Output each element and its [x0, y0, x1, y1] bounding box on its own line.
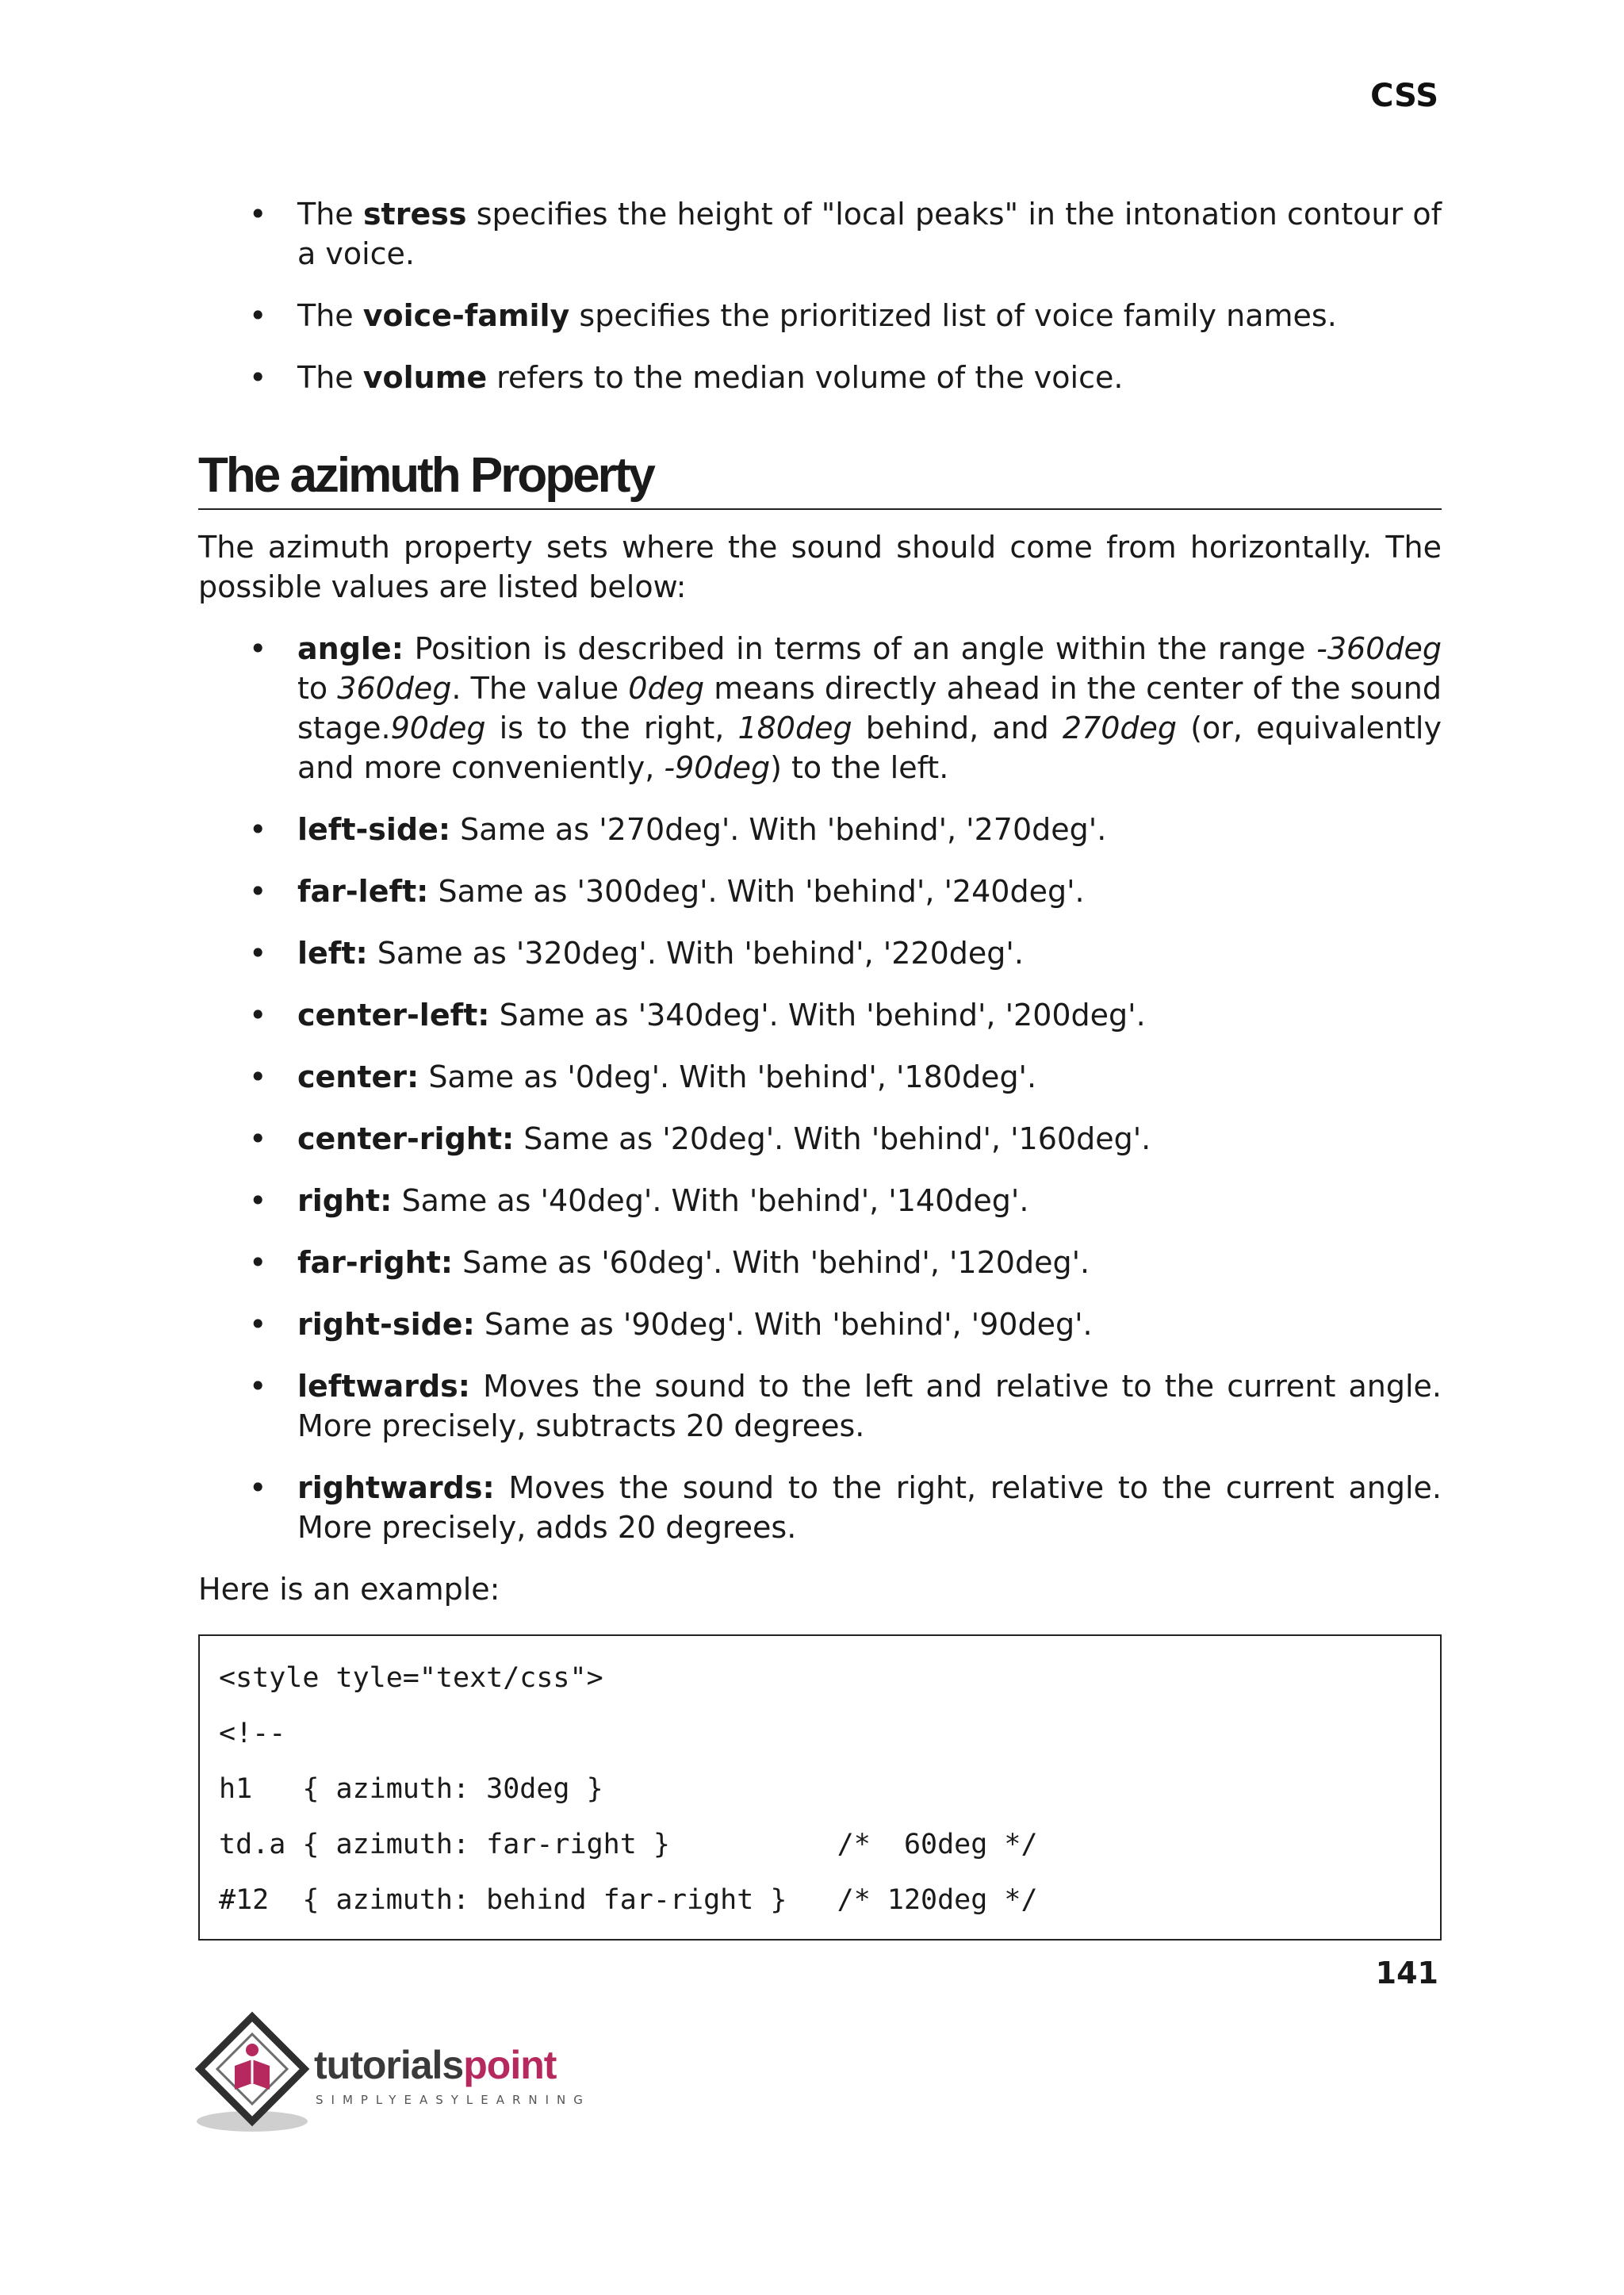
list-item: • center: Same as '0deg'. With 'behind', '180deg'.: [198, 1057, 1442, 1097]
list-item: • leftwards: Moves the sound to the left and relative to the current angle. More precisely, subtracts 20 degrees.: [198, 1366, 1442, 1446]
list-item: • The stress specifies the height of "local peaks" in the intonation contour of a voice.: [198, 194, 1442, 274]
term: center:: [297, 1059, 419, 1094]
list-item: • rightwards: Moves the sound to the right, relative to the current angle. More precisely, adds 20 degrees.: [198, 1468, 1442, 1547]
bullet-icon: •: [249, 1307, 267, 1342]
term: right-side:: [297, 1307, 475, 1342]
bullet-icon: •: [249, 1245, 267, 1280]
code-line: td.a { azimuth: far-right } /* 60deg */: [219, 1829, 1038, 1860]
logo-wordmark: tutorialspoint: [314, 2043, 557, 2087]
azimuth-values-list: [198, 629, 1442, 1547]
code-line: <!--: [219, 1718, 286, 1749]
bullet-icon: •: [249, 197, 267, 232]
bullet-icon: •: [249, 1470, 267, 1505]
term: angle:: [297, 631, 404, 666]
list-item: • right-side: Same as '90deg'. With 'behind', '90deg'.: [198, 1305, 1442, 1344]
bullet-icon: •: [249, 1369, 267, 1404]
bullet-icon: •: [249, 631, 267, 666]
bullet-icon: •: [249, 1183, 267, 1218]
list-item: • The volume refers to the median volume of the voice.: [198, 358, 1442, 397]
bullet-icon: •: [249, 998, 267, 1033]
section-heading: The azimuth Property: [198, 450, 1442, 510]
diamond-logo-icon: [195, 2010, 314, 2137]
term: center-right:: [297, 1121, 515, 1156]
bullet-icon: •: [249, 1121, 267, 1156]
list-item: • right: Same as '40deg'. With 'behind', '140deg'.: [198, 1181, 1442, 1220]
list-item: • far-left: Same as '300deg'. With 'behind', '240deg'.: [198, 872, 1442, 911]
list-item: • center-right: Same as '20deg'. With 'behind', '160deg'.: [198, 1119, 1442, 1159]
term: left:: [297, 936, 368, 971]
term: center-left:: [297, 998, 490, 1033]
list-item: • far-right: Same as '60deg'. With 'behind', '120deg'.: [198, 1243, 1442, 1282]
bullet-icon: •: [249, 360, 267, 395]
term: volume: [362, 360, 488, 395]
tutorialspoint-logo: [195, 2010, 607, 2137]
list-item: • left-side: Same as '270deg'. With 'behind', '270deg'.: [198, 810, 1442, 849]
list-item: • center-left: Same as '340deg'. With 'behind', '200deg'.: [198, 995, 1442, 1035]
code-line: h1 { azimuth: 30deg }: [219, 1773, 603, 1805]
page-content: [198, 194, 1442, 1941]
term: far-left:: [297, 874, 429, 909]
code-line: <style tyle="text/css">: [219, 1662, 603, 1694]
bullet-icon: •: [249, 1059, 267, 1094]
list-item: • The voice-family specifies the prioritized list of voice family names.: [198, 296, 1442, 335]
term: leftwards:: [297, 1369, 470, 1404]
term: stress: [362, 197, 467, 232]
bullet-icon: •: [249, 874, 267, 909]
list-item-angle: • angle: Position is described in terms of an angle within the range -360deg to 360deg. The value 0deg means directly ahead in the center of the sound stage.90deg is to the right, 180deg behind, and 270deg (or, equivalently and more conveniently, -90deg) to the left.: [198, 629, 1442, 787]
term: far-right:: [297, 1245, 454, 1280]
section-intro: The azimuth property sets where the sound should come from horizontally. The possible values are listed below:: [198, 530, 1442, 604]
code-block: [198, 1634, 1442, 1941]
term: voice-family: [362, 298, 570, 333]
logo-tagline: SIMPLYEASYLEARNING: [316, 2093, 591, 2107]
term: left-side:: [297, 812, 451, 847]
example-label: Here is an example:: [198, 1572, 500, 1607]
running-header: CSS: [1370, 78, 1438, 114]
term: right:: [297, 1183, 393, 1218]
list-item: • left: Same as '320deg'. With 'behind', '220deg'.: [198, 933, 1442, 973]
bullet-icon: •: [249, 936, 267, 971]
bullet-icon: •: [249, 812, 267, 847]
term: rightwards:: [297, 1470, 495, 1505]
code-line: #12 { azimuth: behind far-right } /* 120deg */: [219, 1884, 1038, 1916]
voice-properties-list: [198, 194, 1442, 397]
page-number: 141: [1375, 1956, 1438, 1990]
bullet-icon: •: [249, 298, 267, 333]
